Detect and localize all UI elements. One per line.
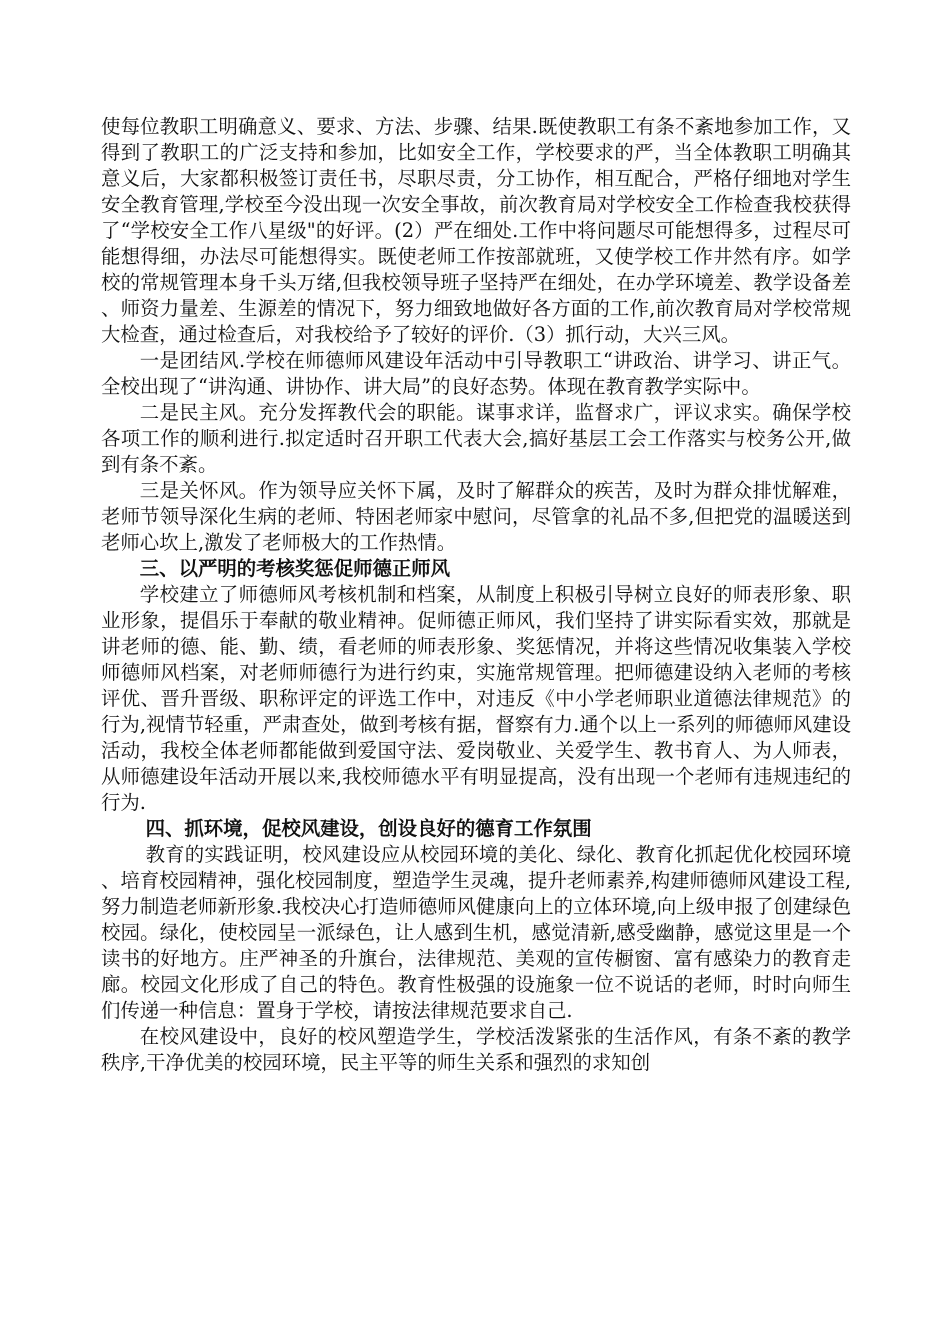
section-heading-3: 三、以严明的考核奖惩促师德正师风	[139, 557, 451, 580]
section-heading-4: 四、抓环境，促校风建设，创设良好的德育工作氛围	[145, 817, 592, 840]
body-paragraph-care-style: 三是关怀风。作为领导应关怀下属，及时了解群众的疾苦，及时为群众排忧解难，老师节领导深化生病的老师、特困老师家中慰问，尽管拿的礼品不多,但把党的温暖送到老师心坎上,激发了老师极大的工作热情。	[101, 479, 851, 554]
body-paragraph-democracy-style: 二是民主风。充分发挥教代会的职能。谋事求详，监督求广，评议求实。确保学校各项工作的顺利进行.拟定适时召开职工代表大会,搞好基层工会工作落实与校务公开,做到有条不紊。	[101, 401, 851, 476]
body-paragraph-environment: 教育的实践证明，校风建设应从校园环境的美化、绿化、教育化抓起优化校园环境、培育校园精神，强化校园制度，塑造学生灵魂，提升老师素养,构建师德师风建设工程,努力制造老师新形象.我校决心打造师德师风健康向上的立体环境,向上级申报了创建绿色校园。绿化，使校园呈一派绿色，让人感到生机，感觉清新,感受幽静，感觉这里是一个读书的好地方。庄严神圣的升旗台，法律规范、美观的宣传橱窗、富有感染力的教育走廊。校园文化形成了自己的特色。教育性极强的设施象一位不说话的老师，时时向师生们传递一种信息：置身于学校，请按法律规范要求自己.	[101, 843, 851, 1022]
document-page	[101, 114, 851, 1076]
body-paragraph-1: 使每位教职工明确意义、要求、方法、步骤、结果.既使教职工有条不紊地参加工作，又得到了教职工的广泛支持和参加，比如安全工作，学校要求的严，当全体教职工明确其意义后，大家都积极签订责任书，尽职尽责，分工协作，相互配合，严格仔细地对学生安全教育管理,学校至今没出现一次安全事故，前次教育局对学校安全工作检查我校获得了“学校安全工作八星级"的好评。(2）严在细处.工作中将问题尽可能想得多，过程尽可能想得细，办法尽可能想得实。既使老师工作按部就班，又使学校工作井然有序。如学校的常规管理本身千头万绪,但我校领导班子坚持严在细处，在办学环境差、教学设备差、师资力量差、生源差的情况下，努力细致地做好各方面的工作,前次教育局对学校常规大检查，通过检查后，对我校给予了较好的评价.（3）抓行动，大兴三风。	[101, 115, 851, 346]
body-paragraph-school-spirit: 在校风建设中，良好的校风塑造学生，学校活泼紧张的生活作风，有条不紊的教学秩序,干净优美的校园环境，民主平等的师生关系和强烈的求知创	[101, 1025, 851, 1074]
body-paragraph-assessment: 学校建立了师德师风考核机制和档案，从制度上积极引导树立良好的师表形象、职业形象，提倡乐于奉献的敬业精神。促师德正师风，我们坚持了讲实际看实效，那就是讲老师的德、能、勤、绩，看老师的师表形象、奖惩情况，并将这些情况收集装入学校师德师风档案，对老师师德行为进行约束，实施常规管理。把师德建设纳入老师的考核评优、晋升晋级、职称评定的评选工作中，对违反《中小学老师职业道德法律规范》的行为,视情节轻重，严肃查处，做到考核有据，督察有力.通个以上一系列的师德师风建设活动，我校全体老师都能做到爱国守法、爱岗敬业、关爱学生、教书育人、为人师表，从师德建设年活动开展以来,我校师德水平有明显提高，没有出现一个老师有违规违纪的行为.	[101, 583, 851, 814]
body-paragraph-unity-style: 一是团结风.学校在师德师风建设年活动中引导教职工“讲政治、讲学习、讲正气。全校出现了“讲沟通、讲协作、讲大局”的良好态势。体现在教育教学实际中。	[101, 349, 851, 398]
